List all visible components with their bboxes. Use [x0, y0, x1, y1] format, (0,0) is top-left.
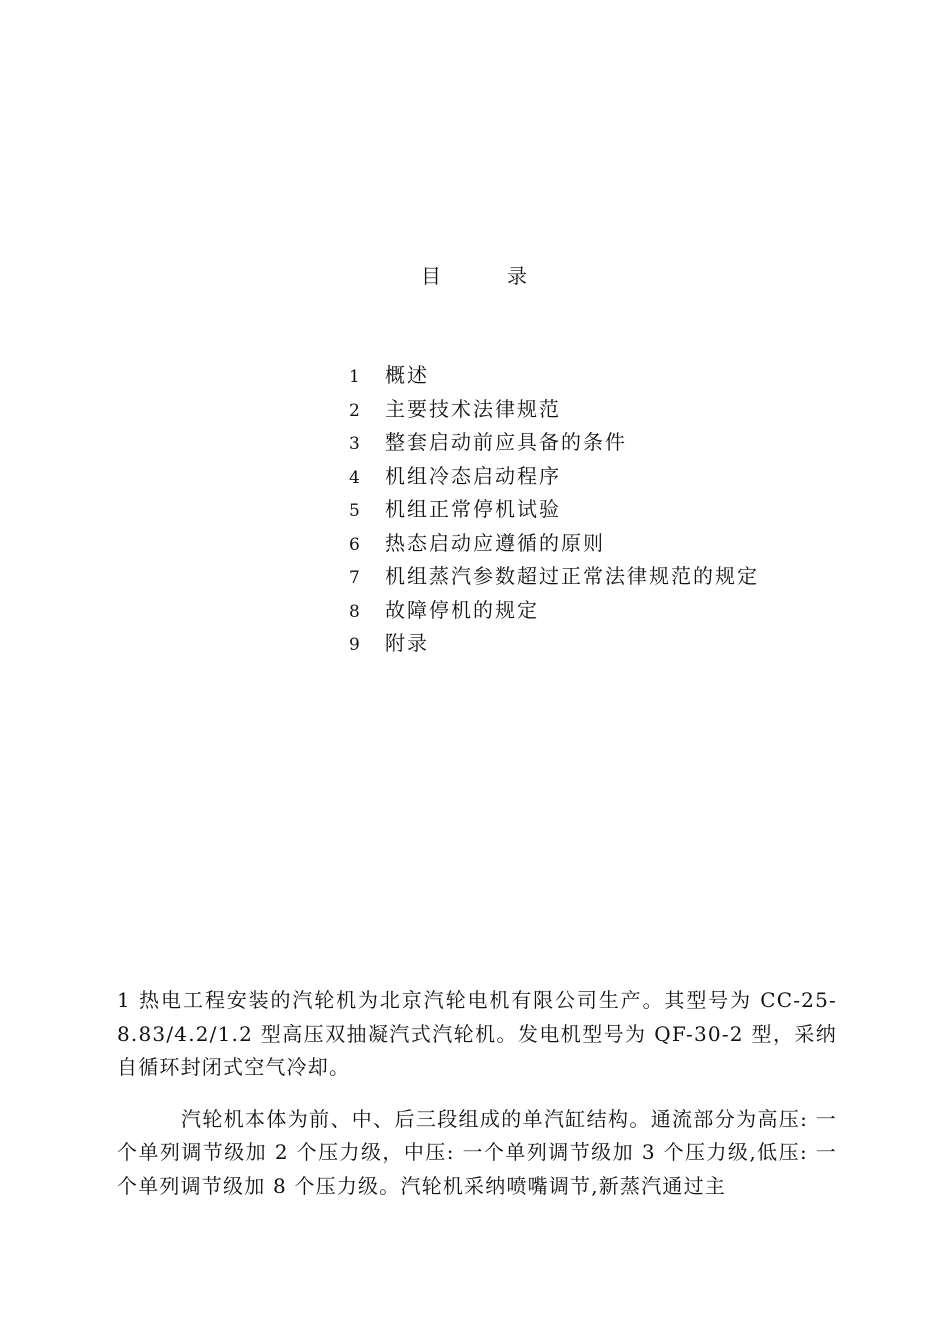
toc-item-number: 6: [349, 534, 360, 555]
toc-item-label: 机组蒸汽参数超过正常法律规范的规定: [385, 564, 759, 588]
toc-item-label: 机组冷态启动程序: [385, 463, 561, 488]
toc-item-number: 2: [349, 400, 360, 421]
toc-item: [349, 461, 759, 495]
body-text: [117, 984, 837, 1203]
toc-item: [349, 427, 759, 461]
toc-item-number: 1: [349, 367, 360, 387]
toc-item-number: 9: [349, 635, 360, 655]
body-paragraph-2: 汽轮机本体为前、中、后三段组成的单汽缸结构。通流部分为高压: 一个单列调节级加 2 个压力级，中压: 一个单列调节级加 3 个压力级,低压: 一个单列调节级加 8 个压力级。汽轮机采纳喷嘴调节,新蒸汽通过主: [117, 1106, 837, 1198]
toc-item: [349, 494, 759, 528]
toc-title: [0, 260, 950, 289]
toc-title-right: 录: [507, 264, 529, 288]
toc-item: [349, 628, 759, 662]
toc-item-number: 4: [349, 467, 360, 488]
toc-item-label: 故障停机的规定: [385, 597, 539, 622]
toc-item-number: 7: [349, 568, 360, 588]
toc-item-label: 主要技术法律规范: [385, 396, 561, 421]
toc-item: [349, 528, 759, 562]
toc-item-label: 概述: [385, 363, 429, 387]
toc-item-label: 整套启动前应具备的条件: [385, 430, 627, 454]
body-paragraph-1: 1 热电工程安装的汽轮机为北京汽轮电机有限公司生产。其型号为 CC-25-8.83/4.2/1.2 型高压双抽凝汽式汽轮机。发电机型号为 QF-30-2 型，采纳自循环封闭式空气冷却。: [117, 988, 837, 1079]
toc-list: [349, 360, 759, 662]
toc-item-label: 机组正常停机试验: [385, 497, 561, 521]
toc-item: [349, 360, 759, 394]
toc-item-label: 附录: [385, 631, 429, 655]
toc-item: [349, 561, 759, 595]
toc-item-label: 热态启动应遵循的原则: [385, 530, 605, 555]
toc-title-left: 目: [421, 264, 443, 288]
toc-item-number: 3: [349, 434, 360, 454]
toc-item-number: 8: [349, 601, 360, 622]
toc-item-number: 5: [349, 501, 360, 521]
toc-item: [349, 394, 759, 428]
toc-item: [349, 595, 759, 629]
